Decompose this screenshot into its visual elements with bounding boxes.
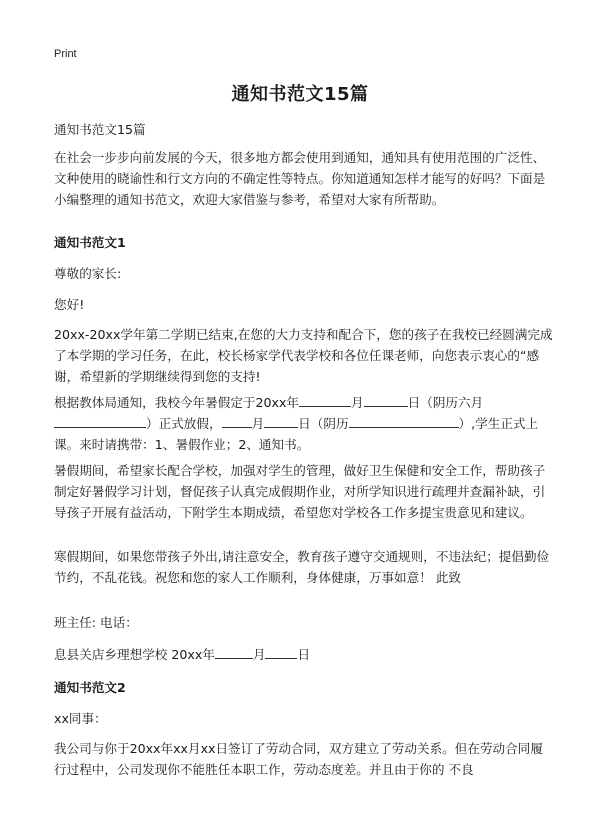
section1-paragraph-4: 寒假期间，如果您带孩子外出,请注意安全，教育孩子遵守交通规则，不违法纪；提倡勤俭节约，不乱花钱。祝您和您的家人工作顺利，身体健康，万事如意！ 此致	[54, 549, 550, 585]
school-part-c: 日	[297, 647, 311, 662]
para2-part-d: ）正式放假，	[146, 416, 222, 431]
school-part-a: 息县关店乡理想学校 20xx年	[54, 647, 215, 662]
para2-part-a: 根据教体局通知，我校今年暑假定于20xx年	[54, 395, 300, 410]
fill-blank	[215, 645, 253, 659]
para2-part-c: 日（阴历六月	[407, 395, 484, 410]
print-label: Print	[54, 48, 77, 60]
fill-blank	[54, 414, 146, 428]
intro-paragraph: 在社会一步步向前发展的今天，很多地方都会使用到通知，通知具有使用范围的广泛性、文种使用的晓谕性和行文方向的不确定性等特点。你知道通知怎样才能写的好吗？下面是小编整理的通知书范文，欢迎大家借鉴与参考，希望对大家有所帮助。	[54, 150, 546, 207]
section1-greeting: 尊敬的家长:	[54, 266, 122, 281]
teacher-phone-line: 班主任: 电话：	[54, 615, 138, 630]
fill-blank	[265, 645, 297, 659]
para2-part-f: 日（阴历	[298, 416, 349, 431]
section2-heading: 通知书范文2	[54, 680, 126, 695]
school-part-b: 月	[252, 647, 266, 662]
document-title: 通知书范文15篇	[231, 84, 369, 105]
section2-greeting: xx同事：	[54, 711, 107, 726]
fill-blank	[299, 393, 351, 407]
document-subtitle: 通知书范文15篇	[54, 122, 146, 137]
para2-part-g: ）,学生正式上课。来时请携带：1、暑假作业；2、通知书。	[54, 416, 539, 452]
fill-blank	[349, 414, 459, 428]
fill-blank	[264, 414, 298, 428]
para2-part-e: 月	[251, 416, 265, 431]
para2-part-b: 月	[351, 395, 364, 410]
section1-hello: 您好!	[54, 297, 85, 312]
fill-blank	[364, 393, 408, 407]
section1-paragraph-1: 20xx-20xx学年第二学期已结束,在您的大力支持和配合下，您的孩子在我校已经圆满完成了本学期的学习任务，在此，校长杨家学代表学校和各位任课老师，向您表示衷心的“感谢，希望新的学期继续得到您的支持!	[54, 327, 553, 384]
section2-paragraph-1: 我公司与你于20xx年xx月xx日签订了劳动合同，双方建立了劳动关系。但在劳动合同履行过程中，公司发现你不能胜任本职工作，劳动态度差。并且由于你的 不良	[54, 741, 543, 777]
school-date-line	[54, 644, 554, 665]
section1-paragraph-2	[54, 392, 554, 455]
section1-heading: 通知书范文1	[54, 235, 126, 250]
section1-paragraph-3: 暑假期间，希望家长配合学校，加强对学生的管理，做好卫生保健和安全工作，帮助孩子制定好暑假学习计划，督促孩子认真完成假期作业，对所学知识进行疏理并查漏补缺，引导孩子开展有益活动，下附学生本期成绩，希望您对学校各工作多提宝贵意见和建议。	[54, 463, 546, 520]
fill-blank	[222, 414, 252, 428]
